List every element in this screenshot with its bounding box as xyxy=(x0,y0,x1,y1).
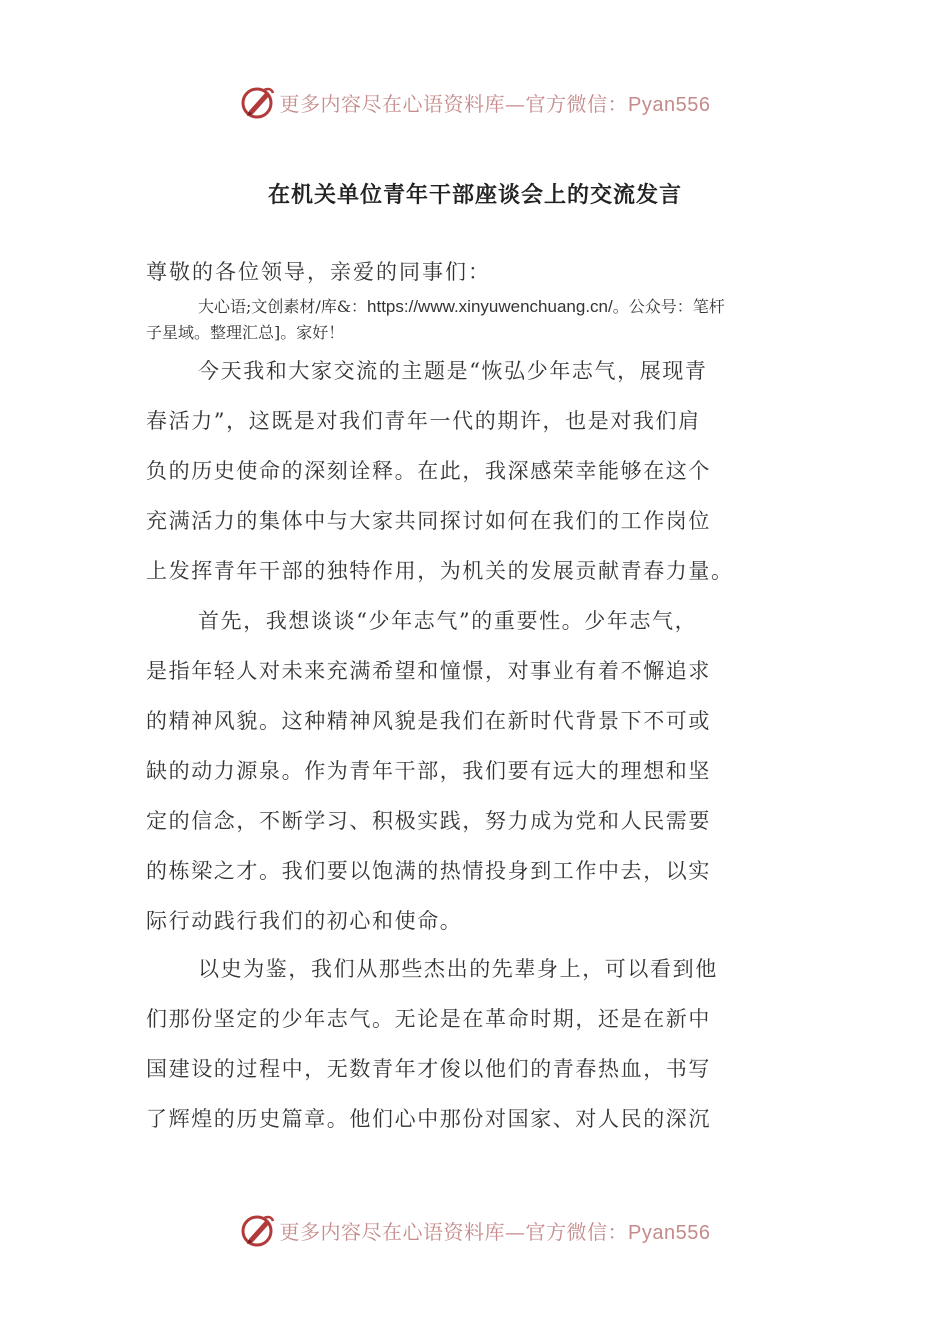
footer-wechat-id: Pyan556 xyxy=(628,1221,711,1244)
source-url: https://www.xinyuwenchuang.cn/ xyxy=(367,297,613,316)
salutation: 尊敬的各位领导，亲爱的同事们： xyxy=(146,260,491,284)
pen-logo-icon xyxy=(240,84,276,120)
source-note xyxy=(146,294,806,346)
header-wechat-id: Pyan556 xyxy=(628,93,711,116)
paragraph-line: 以史为鉴，我们从那些杰出的先辈身上，可以看到他 xyxy=(198,957,718,981)
footer-banner-label: 更多内容尽在心语资料库—官方微信： xyxy=(279,1219,629,1244)
paragraph-1 xyxy=(146,346,826,596)
source-note-line-1 xyxy=(146,294,806,320)
paragraph-line: 的精神风貌。这种精神风貌是我们在新时代背景下不可或 xyxy=(146,709,711,733)
source-note-line-2: 子星域。整理汇总]。家好！ xyxy=(146,323,345,342)
document-title: 在机关单位青年干部座谈会上的交流发言 xyxy=(267,183,682,208)
paragraph-line: 充满活力的集体中与大家共同探讨如何在我们的工作岗位 xyxy=(146,509,711,533)
paragraph-line: 国建设的过程中，无数青年才俊以他们的青春热血，书写 xyxy=(146,1057,711,1081)
paragraph-line: 们那份坚定的少年志气。无论是在革命时期，还是在新中 xyxy=(146,1007,711,1031)
header-banner-text xyxy=(280,88,711,117)
paragraph-line: 负的历史使命的深刻诠释。在此，我深感荣幸能够在这个 xyxy=(146,459,711,483)
paragraph-3 xyxy=(146,944,826,1144)
paragraph-line: 春活力”，这既是对我们青年一代的期许，也是对我们肩 xyxy=(146,409,701,433)
source-note-suffix: 。公众号：笔杆 xyxy=(612,297,725,316)
footer-banner xyxy=(0,1210,950,1250)
paragraph-2 xyxy=(146,596,826,946)
paragraph-line: 今天我和大家交流的主题是“恢弘少年志气，展现青 xyxy=(198,359,708,383)
pen-logo-icon xyxy=(240,1212,276,1248)
paragraph-line: 上发挥青年干部的独特作用，为机关的发展贡献青春力量。 xyxy=(146,559,734,583)
footer-banner-text xyxy=(280,1216,711,1245)
paragraph-line: 际行动践行我们的初心和使命。 xyxy=(146,909,463,933)
paragraph-line: 的栋梁之才。我们要以饱满的热情投身到工作中去，以实 xyxy=(146,859,711,883)
paragraph-line: 定的信念，不断学习、积极实践，努力成为党和人民需要 xyxy=(146,809,711,833)
header-banner-label: 更多内容尽在心语资料库—官方微信： xyxy=(279,91,629,116)
paragraph-line: 首先，我想谈谈“少年志气”的重要性。少年志气， xyxy=(198,609,698,633)
header-banner xyxy=(0,82,950,122)
paragraph-line: 了辉煌的历史篇章。他们心中那份对国家、对人民的深沉 xyxy=(146,1107,711,1131)
paragraph-line: 缺的动力源泉。作为青年干部，我们要有远大的理想和坚 xyxy=(146,759,711,783)
source-note-prefix: 大心语;文创素材/库&： xyxy=(198,297,368,316)
paragraph-line: 是指年轻人对未来充满希望和憧憬，对事业有着不懈追求 xyxy=(146,659,711,683)
